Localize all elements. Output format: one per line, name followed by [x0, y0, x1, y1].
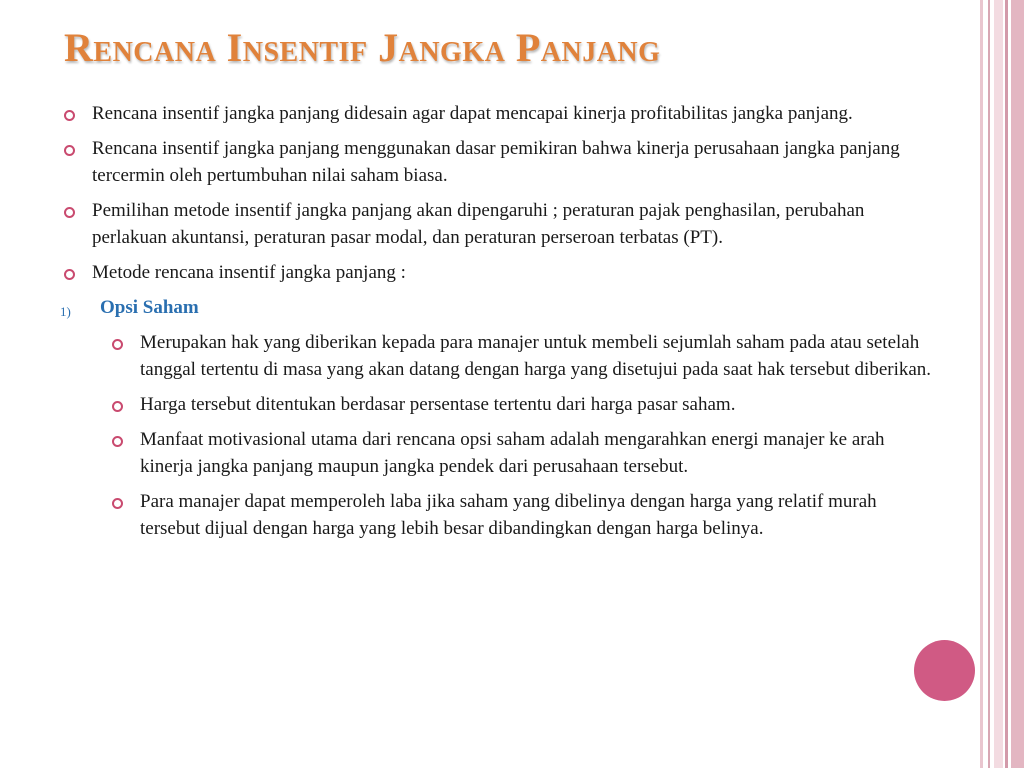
circle-bullet-icon — [112, 498, 123, 509]
slide-title: Rencana Insentif Jangka Panjang — [64, 25, 661, 70]
stripe — [994, 0, 1003, 768]
numbered-item — [60, 294, 940, 321]
bullet-text: Pemilihan metode insentif jangka panjang akan dipengaruhi ; peraturan pajak penghasilan, perubahan perlakuan akuntansi, peraturan pasar modal, dan peraturan perseroan terbatas (PT). — [92, 200, 865, 248]
bullet-item — [60, 259, 940, 286]
bullet-item — [60, 197, 940, 251]
sub-bullet-item — [60, 488, 940, 542]
circle-bullet-icon — [112, 339, 123, 350]
number-marker: 1) — [60, 304, 71, 319]
circle-bullet-icon — [112, 436, 123, 447]
circle-bullet-icon — [64, 207, 75, 218]
bullet-item — [60, 135, 940, 189]
stripe — [980, 0, 983, 768]
stripe — [1011, 0, 1024, 768]
sub-bullet-text: Para manajer dapat memperoleh laba jika saham yang dibelinya dengan harga yang relatif murah tersebut dijual dengan harga yang lebih besar dibandingkan dengan harga belinya. — [140, 491, 877, 539]
circle-bullet-icon — [64, 145, 75, 156]
bullet-item — [60, 100, 940, 127]
numbered-label: Opsi Saham — [100, 297, 199, 318]
sub-bullet-item — [60, 426, 940, 480]
decorative-circle — [914, 640, 975, 701]
bullet-text: Metode rencana insentif jangka panjang : — [92, 262, 406, 283]
decorative-stripes — [980, 0, 1024, 768]
stripe — [988, 0, 990, 768]
sub-bullet-text: Harga tersebut ditentukan berdasar persentase tertentu dari harga pasar saham. — [140, 394, 736, 415]
stripe — [1005, 0, 1008, 768]
sub-bullet-text: Merupakan hak yang diberikan kepada para manajer untuk membeli sejumlah saham pada atau setelah tanggal tertentu di masa yang akan datang dengan harga yang disetujui pada saat hak tersebut diberikan. — [140, 332, 932, 380]
sub-bullet-item — [60, 391, 940, 418]
circle-bullet-icon — [64, 269, 75, 280]
sub-bullet-text: Manfaat motivasional utama dari rencana opsi saham adalah mengarahkan energi manajer ke arah kinerja jangka panjang maupun jangka pendek dari perusahaan tersebut. — [140, 429, 885, 477]
circle-bullet-icon — [112, 401, 123, 412]
slide-content — [60, 100, 940, 550]
bullet-text: Rencana insentif jangka panjang menggunakan dasar pemikiran bahwa kinerja perusahaan jangka panjang tercermin oleh pertumbuhan nilai saham biasa. — [92, 138, 900, 186]
sub-bullet-item — [60, 329, 940, 383]
circle-bullet-icon — [64, 110, 75, 121]
bullet-text: Rencana insentif jangka panjang didesain agar dapat mencapai kinerja profitabilitas jangka panjang. — [92, 103, 853, 124]
